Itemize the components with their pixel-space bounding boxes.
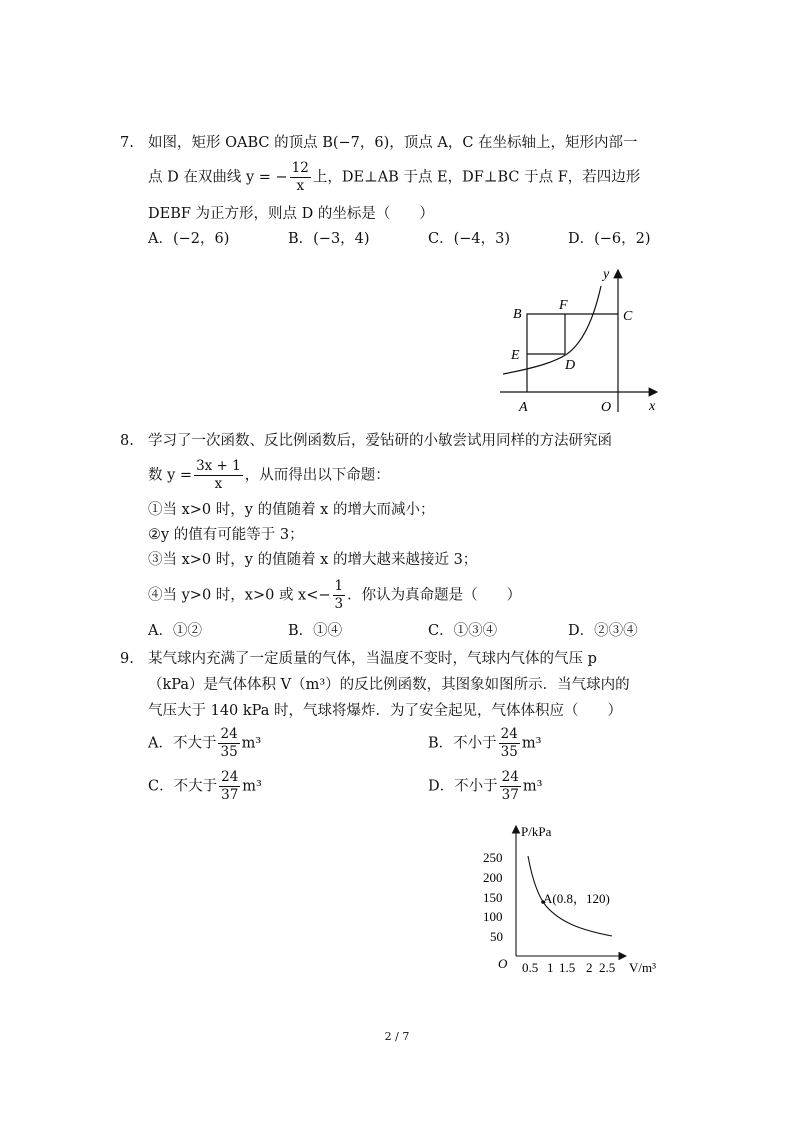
- q9-option-c-num: 24: [221, 769, 239, 785]
- q9-y-label: P/kPa: [521, 824, 552, 839]
- q9-option-a-unit: m³: [241, 735, 262, 752]
- q9-graph: [476, 818, 676, 978]
- q9-y-ticks: [483, 850, 503, 944]
- q9-number: 9.: [120, 651, 134, 667]
- q8-p4-post: ．你认为真命题是（ ）: [347, 587, 522, 604]
- q8-option-d: D．②③④: [568, 623, 638, 639]
- q9-option-c-label: C．不大于: [148, 778, 218, 795]
- q9-option-c-unit: m³: [242, 778, 262, 795]
- q9-ytick-150: 150: [483, 890, 503, 905]
- q8-option-a: A．①②: [148, 623, 202, 639]
- q7-label-a: A: [519, 400, 528, 415]
- q9-xtick-1-5: 1.5: [559, 960, 576, 975]
- q8-frac-den: x: [214, 476, 223, 492]
- q9-option-a-num: 24: [220, 726, 238, 742]
- q8-line2-pre: 数 y =: [148, 467, 193, 484]
- q9-xtick-2: 2: [586, 960, 593, 975]
- q9-option-b-unit: m³: [521, 735, 542, 752]
- q7-line2-pre: 点 D 在双曲线 y = −: [148, 169, 288, 186]
- q8-p4-den: 3: [334, 596, 344, 612]
- q7-option-d: D．(−6，2): [568, 231, 651, 247]
- q9-option-c-fraction: [219, 769, 240, 804]
- q9-option-c: [148, 769, 262, 804]
- q8-proposition-3: ③当 x>0 时，y 的值随着 x 的增大越来越接近 3；: [148, 552, 478, 568]
- q7-option-b: B．(−3，4): [288, 231, 370, 247]
- q9-point-a-label: A(0.8，120): [543, 891, 610, 906]
- q7-label-o: O: [601, 400, 612, 415]
- q7-line1: 如图，矩形 OABC 的顶点 B(−7，6)，顶点 A，C 在坐标轴上，矩形内部一: [148, 135, 638, 151]
- q9-option-b-num: 24: [500, 726, 518, 742]
- q8-p4-fraction: [333, 578, 346, 613]
- q7-frac-num: 12: [291, 160, 309, 176]
- q7-line3: DEBF 为正方形，则点 D 的坐标是（ ）: [148, 206, 434, 222]
- q8-line2-post: ，从而得出以下命题：: [244, 467, 390, 484]
- q8-fraction: [194, 458, 243, 493]
- q7-fraction: [290, 160, 311, 195]
- q9-option-b-fraction: [499, 726, 520, 761]
- q8-option-b: B．①④: [288, 623, 343, 639]
- q9-option-d-fraction: [500, 769, 521, 804]
- q7-label-b: B: [513, 307, 522, 322]
- q9-origin-label: O: [498, 956, 508, 971]
- q9-option-a: [148, 726, 261, 761]
- q7-label-x: x: [649, 399, 656, 414]
- q9-option-b-den: 35: [500, 744, 518, 760]
- q7-line2: [148, 160, 640, 195]
- q9-xtick-0-5: 0.5: [522, 960, 539, 975]
- q9-option-d-label: D．不小于: [428, 778, 498, 795]
- q9-ytick-50: 50: [490, 929, 503, 944]
- q8-line1: 学习了一次函数、反比例函数后，爱钻研的小敏尝试用同样的方法研究函: [148, 433, 612, 449]
- q8-proposition-2: ②y 的值有可能等于 3；: [148, 527, 304, 543]
- q9-option-d: [428, 769, 542, 804]
- q9-option-d-num: 24: [501, 769, 519, 785]
- q8-number: 8.: [120, 433, 134, 449]
- q9-line2: （kPa）是气体体积 V（m³）的反比例函数，其图象如图所示．当气球内的: [148, 677, 630, 693]
- q9-line1: 某气球内充满了一定质量的气体，当温度不变时，气球内气体的气压 p: [148, 651, 597, 667]
- q9-xtick-1: 1: [547, 960, 554, 975]
- q7-number: 7.: [120, 135, 134, 151]
- q7-label-c: C: [623, 309, 633, 324]
- q8-proposition-1: ①当 x>0 时，y 的值随着 x 的增大而减小；: [148, 502, 435, 518]
- q9-x-ticks: [522, 960, 615, 975]
- q7-line2-post: 上，DE⊥AB 于点 E，DF⊥BC 于点 F，若四边形: [312, 169, 641, 186]
- q7-rectangle: [527, 314, 618, 392]
- q7-figure: [495, 262, 675, 422]
- q9-option-a-fraction: [218, 726, 239, 761]
- q9-ytick-200: 200: [483, 870, 503, 885]
- q9-option-a-label: A．不大于: [148, 735, 217, 752]
- q8-option-c: C．①③④: [428, 623, 498, 639]
- q7-label-d: D: [565, 358, 576, 373]
- q7-label-y: y: [603, 267, 610, 282]
- q9-xtick-2-5: 2.5: [599, 960, 616, 975]
- q8-proposition-4: [148, 578, 521, 613]
- q7-frac-den: x: [296, 178, 305, 194]
- q7-option-c: C．(−4，3): [428, 231, 511, 247]
- q7-label-e: E: [511, 348, 520, 363]
- q9-ytick-250: 250: [483, 850, 503, 865]
- q9-option-b: [428, 726, 541, 761]
- q9-option-d-den: 37: [501, 787, 519, 803]
- q8-line2: [148, 458, 390, 493]
- q9-option-d-unit: m³: [522, 778, 543, 795]
- page-number: 2 / 7: [384, 1030, 410, 1043]
- q7-option-a: A．(−2，6): [148, 231, 230, 247]
- q9-x-label: V/m³: [629, 960, 657, 975]
- q8-p4-num: 1: [334, 578, 344, 594]
- q8-p4-pre: ④当 y>0 时，x>0 或 x<−: [148, 587, 331, 604]
- q9-option-a-den: 35: [220, 744, 238, 760]
- q8-frac-num: 3x + 1: [196, 458, 241, 474]
- q9-option-b-label: B．不小于: [428, 735, 497, 752]
- q9-option-c-den: 37: [221, 787, 239, 803]
- q9-ytick-100: 100: [483, 909, 503, 924]
- q9-line3: 气压大于 140 kPa 时，气球将爆炸．为了安全起见，气体体积应（ ）: [148, 703, 623, 719]
- q7-label-f: F: [559, 298, 568, 313]
